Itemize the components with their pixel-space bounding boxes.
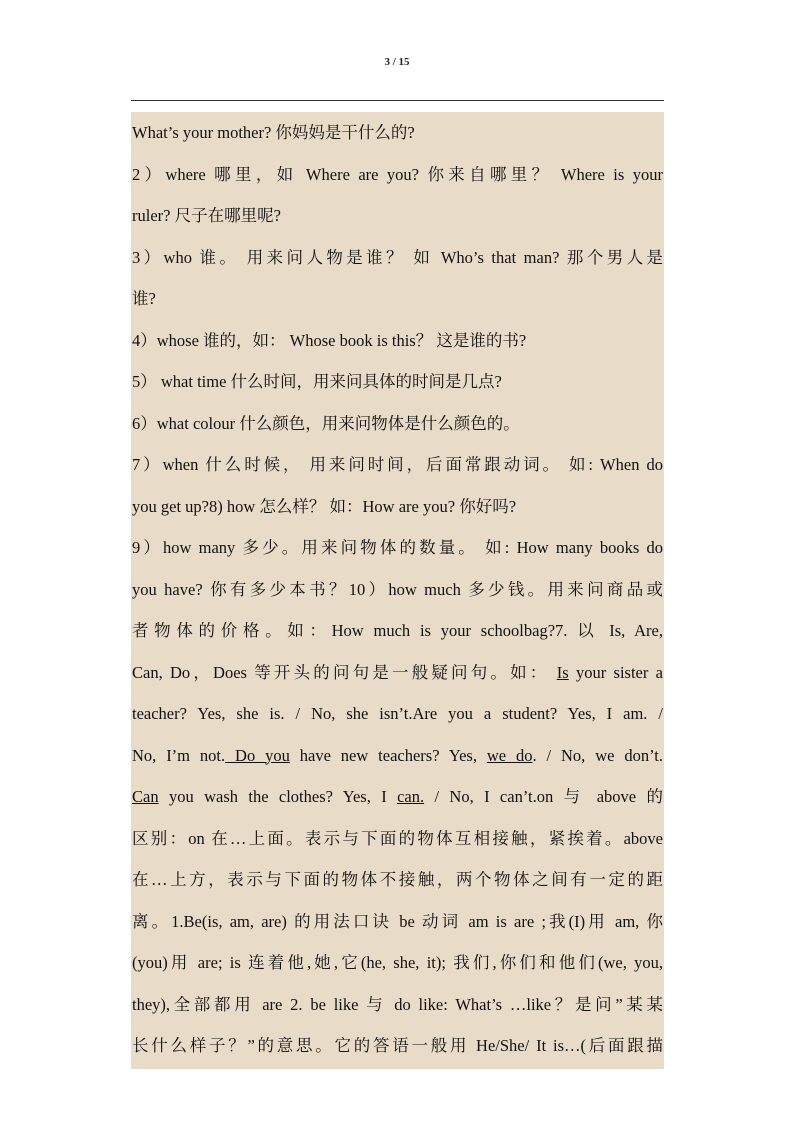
- text-body: [131, 112, 664, 1069]
- text-line: No, I’m not. Do you have new teachers? Yes, we do. / No, we don’t.: [132, 745, 663, 765]
- underlined-word: Can: [132, 787, 159, 806]
- text-line: they),全部都用 are 2. be like 与 do like: What’s …like？是问”某某: [132, 994, 663, 1014]
- text-line: 5） what time 什么时间，用来问具体的时间是几点?: [132, 372, 502, 391]
- text-line: 在…上方，表示与下面的物体不接触，两个物体之间有一定的距: [132, 870, 663, 889]
- underlined-word: we do: [486, 745, 533, 765]
- header-rule: [131, 100, 664, 101]
- text-line: 7）when 什么时候， 用来问时间，后面常跟动词。 如: When do: [132, 455, 663, 474]
- text-line: 者物体的价格。如：How much is your schoolbag?7. 以 Is, Are,: [132, 621, 663, 640]
- text-line: 谁?: [132, 289, 156, 308]
- underlined-word: Is: [556, 662, 569, 682]
- text-line: you have? 你有多少本书？10）how much 多少钱。用来问商品或: [132, 579, 663, 599]
- text-line: 区别：on 在…上面。表示与下面的物体互相接触，紧挨着。above: [132, 828, 663, 848]
- text-line: Can, Do，Does 等开头的问句是一般疑问句。如： Is your sister a: [132, 662, 663, 682]
- text-line: (you)用 are; is 连着他,她,它(he, she, it); 我们,你们和他们(we, you,: [132, 953, 663, 972]
- text-line: teacher? Yes, she is. / No, she isn’t.Are you a student? Yes, I am. /: [132, 704, 663, 723]
- text-line: 3）who 谁。 用来问人物是谁？ 如 Who’s that man? 那个男人是: [132, 247, 663, 267]
- text-line: 离。1.Be(is, am, are) 的用法口诀 be 动词 am is are ;我(I)用 am, 你: [132, 911, 663, 931]
- text-line: you get up?8) how 怎么样？ 如：How are you? 你好吗?: [132, 496, 517, 516]
- underlined-word: Do you: [225, 745, 290, 765]
- text-line: 4）whose 谁的，如： Whose book is this？ 这是谁的书?: [132, 330, 527, 350]
- underlined-word: can.: [397, 787, 425, 806]
- text-line: 9）how many 多少。用来问物体的数量。 如: How many books do: [132, 538, 663, 557]
- page-number: 3 / 15: [384, 56, 410, 68]
- text-line: 2）where 哪里，如 Where are you? 你来自哪里？ Where is your: [132, 164, 663, 184]
- text-line: 6）what colour 什么颜色，用来问物体是什么颜色的。: [132, 413, 520, 433]
- text-line: 长什么样子？”的意思。它的答语一般用 He/She/ It is…(后面跟描: [132, 1036, 663, 1055]
- text-line: ruler? 尺子在哪里呢?: [132, 206, 281, 225]
- text-line: Can you wash the clothes? Yes, I can. / No, I can’t.on 与 above 的: [132, 787, 663, 806]
- text-line: What’s your mother? 你妈妈是干什么的?: [132, 123, 415, 142]
